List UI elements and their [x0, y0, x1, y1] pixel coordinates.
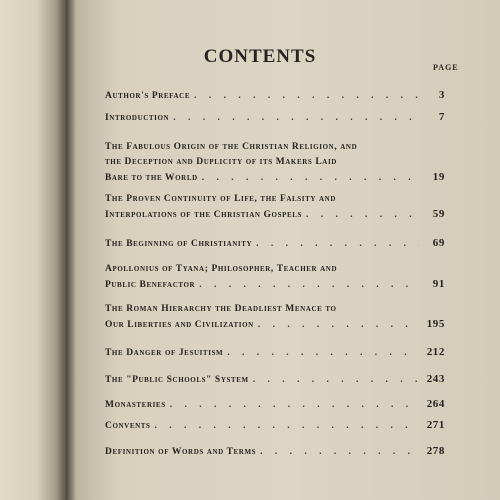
toc-entry: [105, 192, 445, 223]
book-gutter: [66, 0, 76, 500]
toc-entry-row: [105, 170, 445, 186]
toc-entry: [105, 110, 445, 126]
toc-entry-title-line: The Proven Continuity of Life, the Falsity and: [105, 194, 336, 204]
toc-entry-title-line: Interpolations of the Christian Gospels: [105, 210, 302, 220]
toc-entry-row: [105, 317, 445, 333]
toc-page-number: 19: [432, 171, 445, 183]
toc-entry-title-line: Convents: [105, 421, 151, 431]
toc-entry: [105, 262, 445, 293]
toc-entry: [105, 444, 445, 460]
toc-entry-title-line: The Danger of Jesuitism: [105, 348, 224, 358]
toc-entry-row: [105, 372, 445, 388]
toc-entry-title-line: the Deception and Duplicity of its Makers Laid: [105, 157, 337, 167]
dot-leader: [170, 398, 419, 413]
toc-entry-row: [105, 110, 445, 126]
toc-entry: [105, 236, 445, 252]
facing-page: [0, 0, 66, 500]
dot-leader: [258, 318, 419, 333]
dot-leader: [306, 208, 419, 223]
dot-leader: [202, 171, 419, 186]
toc-page-number: 69: [432, 237, 445, 249]
toc-entry: [105, 302, 445, 333]
toc-entry-title-line: The "Public Schools" System: [105, 375, 249, 385]
toc-entry-row: [105, 397, 445, 413]
toc-entry-title-line: Author's Preface: [105, 91, 191, 101]
toc-entry-title-line: Apollonius of Tyana; Philosopher, Teacher and: [105, 264, 338, 274]
toc-entry-title-line: Monasteries: [105, 400, 166, 410]
toc-entry: [105, 397, 445, 413]
toc-page-number: 59: [432, 208, 445, 220]
toc-entry-title-line: The Fabulous Origin of the Christian Religion, and: [105, 142, 358, 152]
toc-page-number: 264: [426, 398, 445, 410]
toc-entry-row: [105, 207, 445, 223]
toc-entry-title-line: The Beginning of Christianity: [105, 239, 253, 249]
toc-page-number: 271: [426, 419, 445, 431]
toc-entry-row: [105, 88, 445, 104]
dot-leader: [260, 445, 419, 460]
toc-entry-row: [105, 444, 445, 460]
toc-entry: [105, 88, 445, 104]
toc-page-number: 195: [426, 318, 445, 330]
toc-page-number: 7: [438, 111, 445, 123]
dot-leader: [199, 278, 419, 293]
dot-leader: [173, 111, 419, 126]
toc-entry-title-line: Bare to the World: [105, 173, 198, 183]
toc-entry: [105, 140, 445, 186]
toc-entry: [105, 345, 445, 361]
toc-entry-row: [105, 277, 445, 293]
toc-entry-title-line: Introduction: [105, 113, 170, 123]
toc-entry-title-line: Public Benefactor: [105, 280, 196, 290]
toc-entry: [105, 372, 445, 388]
dot-leader: [256, 237, 419, 252]
toc-entry-title-line: The Roman Hierarchy the Deadliest Menace to: [105, 304, 337, 314]
dot-leader: [155, 419, 419, 434]
toc-page-number: 3: [438, 89, 445, 101]
toc-entry-row: [105, 345, 445, 361]
toc-entry: [105, 418, 445, 434]
dot-leader: [194, 89, 419, 104]
toc-page-number: 243: [426, 373, 445, 385]
page-title: CONTENTS: [203, 46, 317, 67]
toc-entry-title-line: Our Liberties and Civilization: [105, 320, 254, 330]
dot-leader: [227, 346, 419, 361]
dot-leader: [253, 373, 419, 388]
toc-entry-row: [105, 418, 445, 434]
toc-page-number: 91: [432, 278, 445, 290]
toc-page-number: 212: [426, 346, 445, 358]
toc-entry-row: [105, 236, 445, 252]
toc-page-number: 278: [426, 445, 445, 457]
page-column-header: PAGE: [433, 63, 459, 72]
toc-entry-title-line: Definition of Words and Terms: [105, 447, 257, 457]
